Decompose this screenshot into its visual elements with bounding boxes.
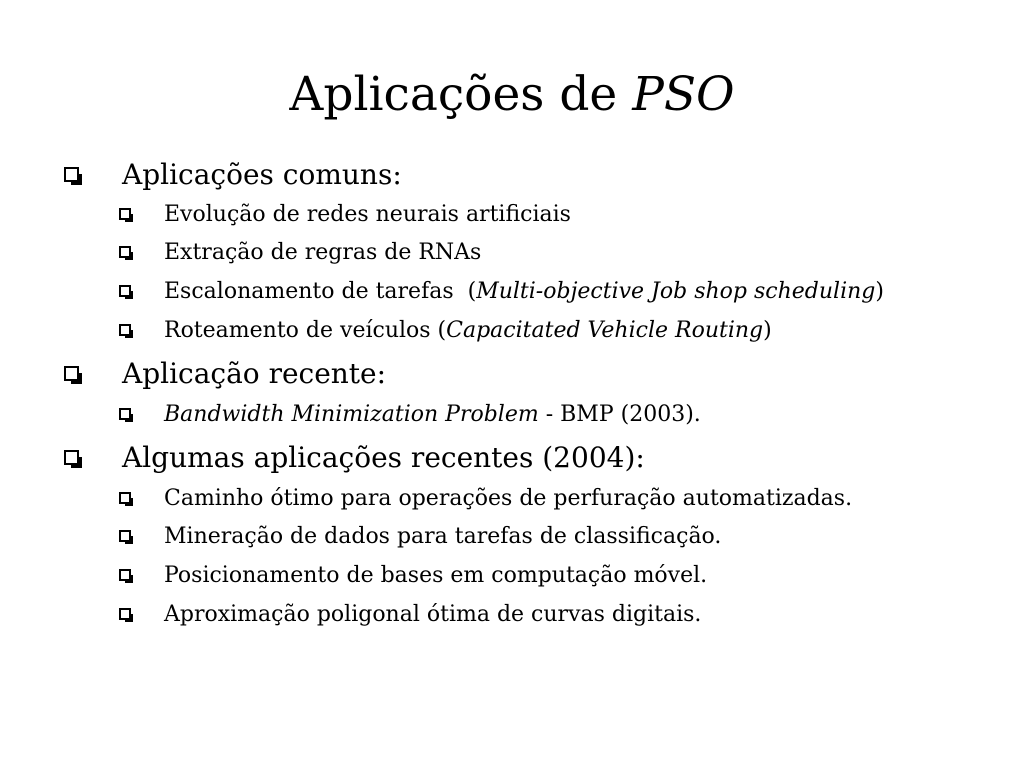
checkbox-bullet-icon bbox=[119, 530, 131, 542]
checkbox-bullet-icon bbox=[119, 285, 131, 297]
section-heading-text: Aplicações comuns: bbox=[122, 158, 402, 191]
list-item-text: Aproximação poligonal ótima de curvas digitais. bbox=[164, 602, 702, 627]
checkbox-bullet-icon bbox=[64, 167, 79, 182]
list-item-text: Extração de regras de RNAs bbox=[164, 240, 482, 265]
checkbox-bullet-icon bbox=[119, 569, 131, 581]
title-main: Aplicações de bbox=[289, 67, 633, 122]
list-item-text: Roteamento de veículos (Capacitated Vehicle Routing) bbox=[164, 318, 772, 343]
checkbox-bullet-icon bbox=[119, 208, 131, 220]
title-italic: PSO bbox=[632, 67, 735, 122]
list-item-text: Escalonamento de tarefas (Multi-objective Job shop scheduling) bbox=[164, 279, 884, 304]
list-item-text: Posicionamento de bases em computação móvel. bbox=[164, 563, 708, 588]
checkbox-bullet-icon bbox=[119, 492, 131, 504]
checkbox-bullet-icon bbox=[119, 408, 131, 420]
list-item-text: Bandwidth Minimization Problem - BMP (2003). bbox=[164, 402, 701, 427]
checkbox-bullet-icon bbox=[119, 246, 131, 258]
checkbox-bullet-icon bbox=[64, 450, 79, 465]
checkbox-bullet-icon bbox=[119, 324, 131, 336]
list-item-text: Mineração de dados para tarefas de classificação. bbox=[164, 524, 722, 549]
checkbox-bullet-icon bbox=[119, 608, 131, 620]
list-item-text: Evolução de redes neurais artificiais bbox=[164, 202, 571, 227]
list-item-text: Caminho ótimo para operações de perfuração automatizadas. bbox=[164, 486, 853, 511]
checkbox-bullet-icon bbox=[64, 366, 79, 381]
section-heading-text: Aplicação recente: bbox=[122, 357, 387, 390]
section-heading-text: Algumas aplicações recentes (2004): bbox=[122, 441, 645, 474]
